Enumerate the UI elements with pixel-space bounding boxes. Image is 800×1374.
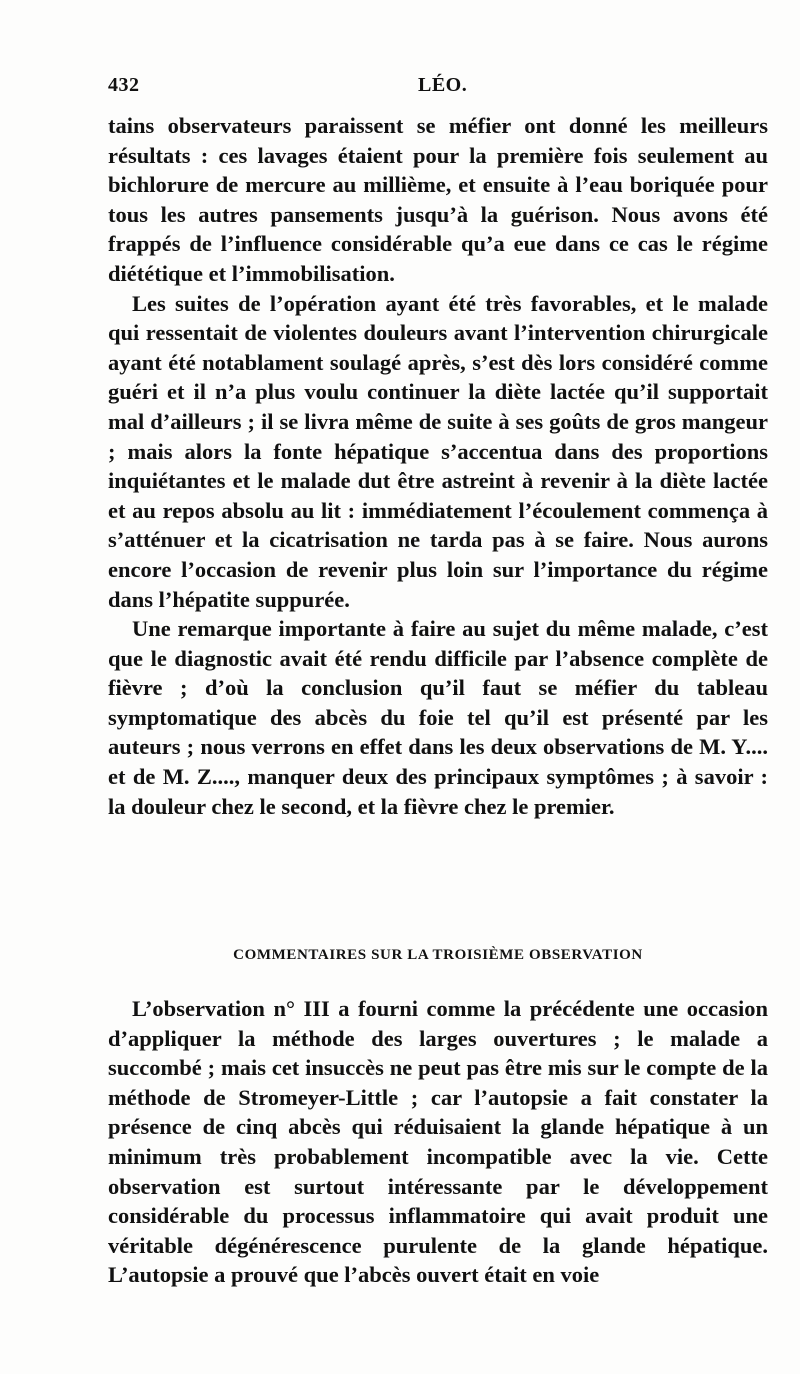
body-text xyxy=(108,111,768,821)
page-number: 432 xyxy=(108,74,140,96)
section-heading: COMMENTAIRES SUR LA TROISIÈME OBSERVATION xyxy=(233,947,643,963)
paragraph-suites-operation: Les suites de l’opération ayant été très favorables, et le malade qui ressentait de violentes douleurs avant l’intervention chirurgicale ayant été notablament soulagé après, s’est dès lors considéré comme guéri et il n’a plus voulu continuer la diète lactée qu’il supportait mal d’ailleurs ; il se livra même de suite à ses goûts de gros mangeur ; mais alors la fonte hépatique s’accentua dans des proportions inquiétantes et le malade dut être astreint à revenir à la diète lactée et au repos absolu au lit : immédiatement l’écoulement commença à s’atténuer et la cicatrisation ne tarda pas à se faire. Nous aurons encore l’occasion de revenir plus loin sur l’importance du régime dans l’hépatite suppurée. xyxy=(108,290,768,612)
body-text-commentaires xyxy=(108,994,768,1290)
paragraph-remarque: Une remarque importante à faire au sujet du même malade, c’est que le diagnostic avait été rendu difficile par l’absence complète de fièvre ; d’où la conclusion qu’il faut se méfier du tableau symptomatique des abcès du foie tel qu’il est présenté par les auteurs ; nous verrons en effet dans les deux observations de M. Y.... et de M. Z...., manquer deux des principaux symptômes ; à savoir : la douleur chez le second, et la fièvre chez le premier. xyxy=(108,616,768,819)
paragraph-observation-iii: L’observation n° III a fourni comme la précédente une occasion d’appliquer la méthode des larges ouvertures ; le malade a succombé ; mais cet insuccès ne peut pas être mis sur le compte de la méthode de Stromeyer-Little ; car l’autopsie a fait constater la présence de cinq abcès qui réduisaient la glande hépatique à un minimum très probablement incompatible avec la vie. Cette observation est surtout intéressante par le développement considérable du processus inflammatoire qui avait produit une véritable dégénérescence purulente de la glande hépatique. L’autopsie a prouvé que l’abcès ouvert était en voie xyxy=(108,996,768,1288)
running-title: LÉO. xyxy=(418,74,468,96)
running-head xyxy=(108,74,768,104)
paragraph-continuation: tains observateurs paraissent se méfier ont donné les meilleurs résultats : ces lavages étaient pour la première fois seulement au bichlorure de mercure au millième, et ensuite à l’eau boriquée pour tous les autres pansements jusqu’à la guérison. Nous avons été frappés de l’influence considérable qu’a eue dans ce cas le régime diététique et l’immobilisation. xyxy=(108,113,768,286)
